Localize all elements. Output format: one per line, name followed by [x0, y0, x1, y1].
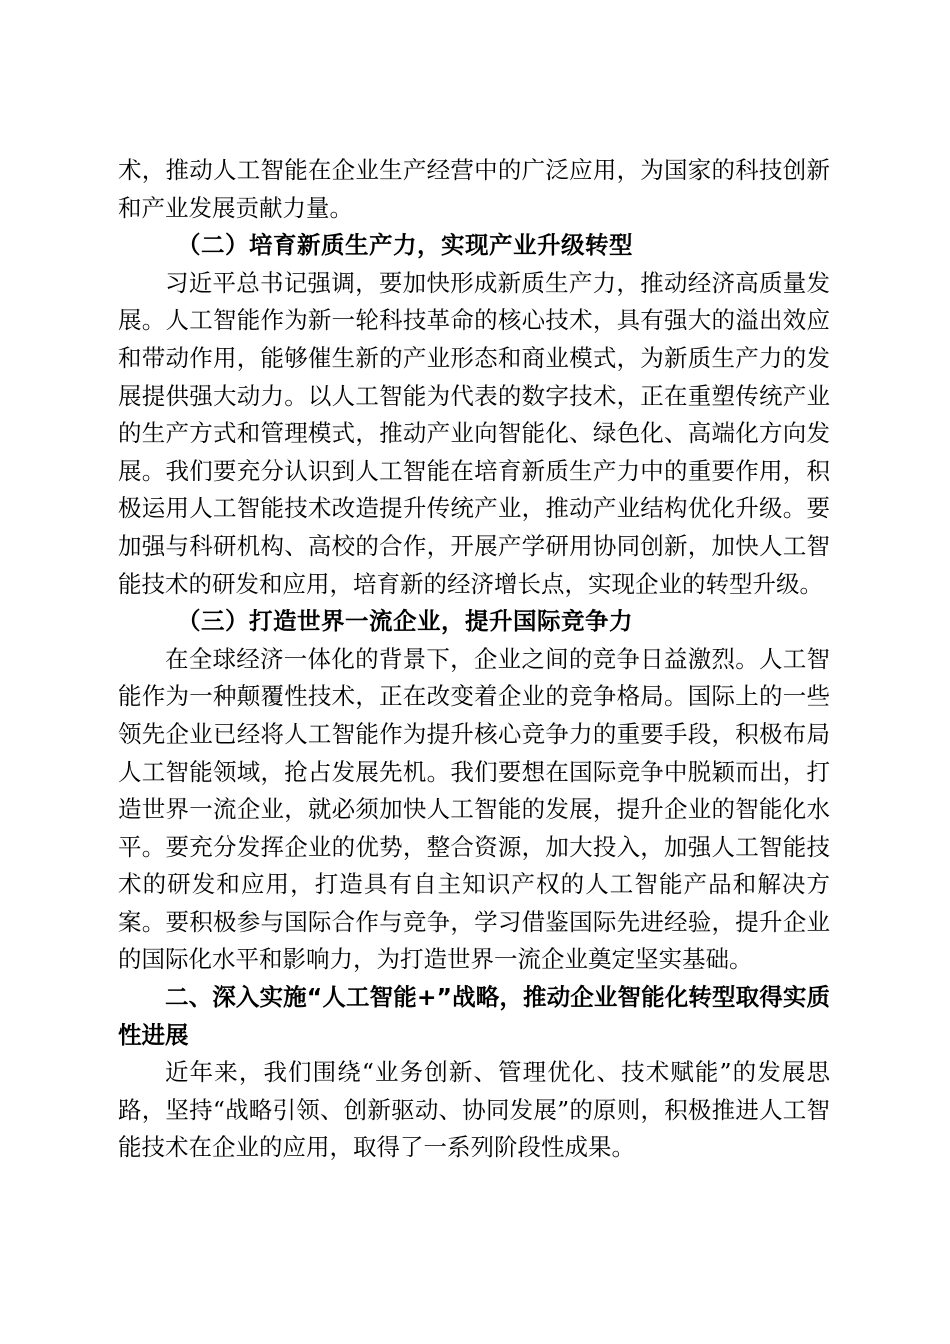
paragraph-continued: 术，推动人工智能在企业生产经营中的广泛应用，为国家的科技创新和产业发展贡献力量。	[118, 156, 830, 222]
subheading-world-class-enterprise: （三）打造世界一流企业，提升国际竞争力	[177, 607, 633, 636]
paragraph-recent-achievements: 近年来，我们围绕“业务创新、管理优化、技术赋能”的发展思路，坚持“战略引领、创新驱动、协同发展”的原则，积极推进人工智能技术在企业的应用，取得了一系列阶段性成果。	[118, 1058, 830, 1162]
document-page	[118, 152, 830, 1167]
paragraph-new-productivity: 习近平总书记强调，要加快形成新质生产力，推动经济高质量发展。人工智能作为新一轮科技革命的核心技术，具有强大的溢出效应和带动作用，能够催生新的产业形态和商业模式，为新质生产力的发展提供强大动力。以人工智能为代表的数字技术，正在重塑传统产业的生产方式和管理模式，推动产业向智能化、绿色化、高端化方向发展。我们要充分认识到人工智能在培育新质生产力中的重要作用，积极运用人工智能技术改造提升传统产业，推动产业结构优化升级。要加强与科研机构、高校的合作，开展产学研用协同创新，加快人工智能技术的研发和应用，培育新的经济增长点，实现企业的转型升级。	[118, 268, 830, 598]
section-heading-ai-plus-strategy: 二、深入实施“人工智能+”战略，推动企业智能化转型取得实质性进展	[118, 983, 830, 1049]
subheading-cultivate-productivity: （二）培育新质生产力，实现产业升级转型	[177, 231, 633, 260]
paragraph-international-competition: 在全球经济一体化的背景下，企业之间的竞争日益激烈。人工智能作为一种颠覆性技术，正在改变着企业的竞争格局。国际上的一些领先企业已经将人工智能作为提升核心竞争力的重要手段，积极布局人工智能领域，抢占发展先机。我们要想在国际竞争中脱颖而出，打造世界一流企业，就必须加快人工智能的发展，提升企业的智能化水平。要充分发挥企业的优势，整合资源，加大投入，加强人工智能技术的研发和应用，打造具有自主知识产权的人工智能产品和解决方案。要积极参与国际合作与竞争，学习借鉴国际先进经验，提升企业的国际化水平和影响力，为打造世界一流企业奠定坚实基础。	[118, 644, 830, 974]
